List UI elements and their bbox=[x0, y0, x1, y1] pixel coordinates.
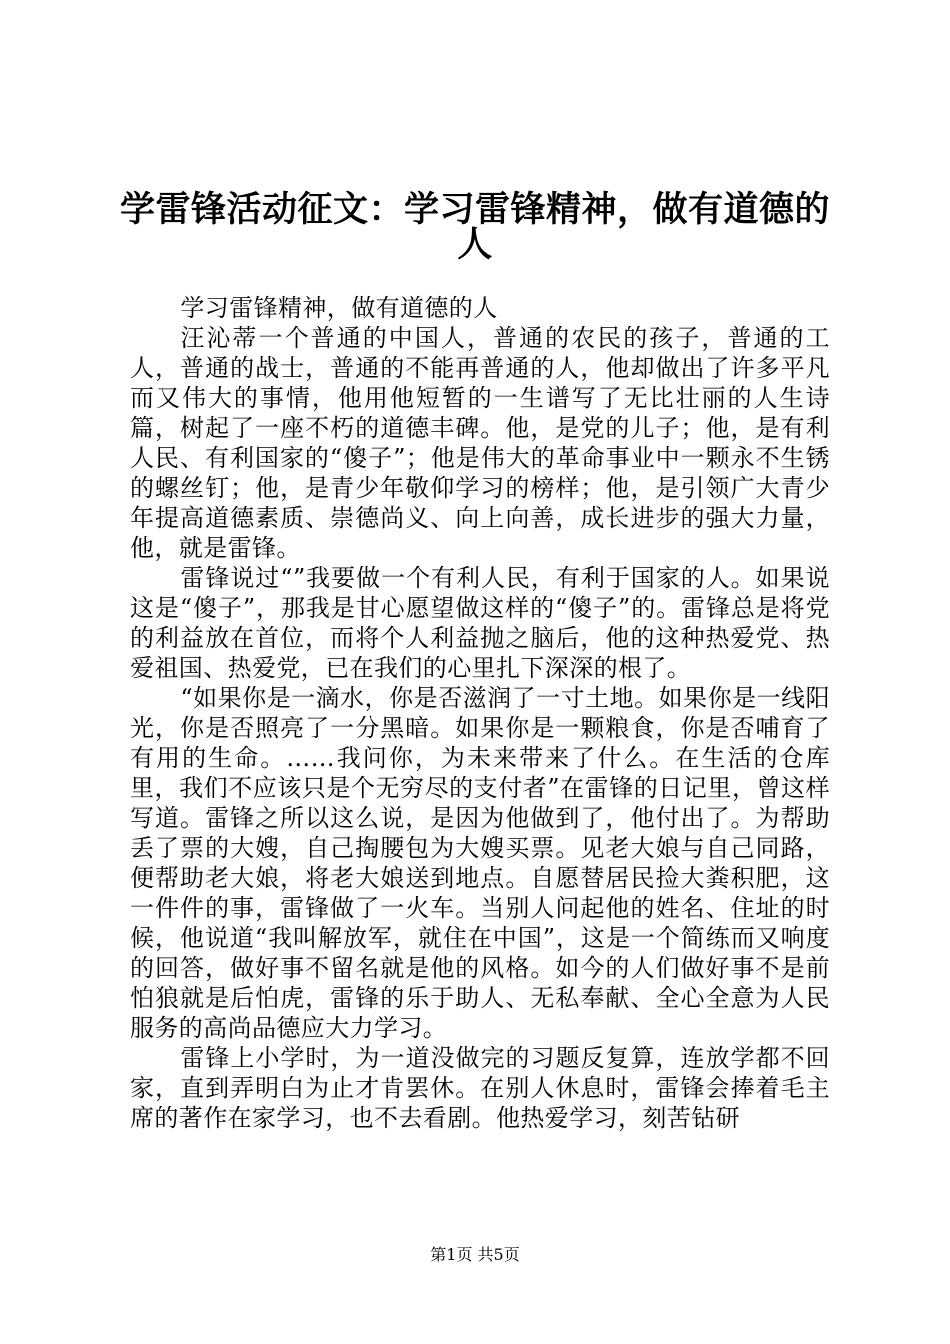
paragraph-1: 汪沁蒂一个普通的中国人，普通的农民的孩子，普通的工人，普通的战士，普通的不能再普通的人，他却做出了许多平凡而又伟大的事情，他用他短暂的一生谱写了无比壮丽的人生诗篇，树起了一座不朽的道德丰碑。他，是党的儿子；他，是有利人民、有利国家的“傻子”；他是伟大的革命事业中一颗永不生锈的螺丝钉；他，是青少年敬仰学习的榜样；他，是引领广大青少年提高道德素质、崇德尚义、向上向善，成长进步的强大力量，他，就是雷锋。 bbox=[130, 324, 830, 562]
document-title-line-1: 学雷锋活动征文：学习雷锋精神，做有道德的 bbox=[119, 190, 830, 230]
paragraph-3: “如果你是一滴水，你是否滋润了一寸土地。如果你是一线阳光，你是否照亮了一分黑暗。如果你是一颗粮食，你是否哺育了有用的生命。……我问你，为未来带来了什么。在生活的仓库里，我们不应该只是个无穷尽的支付者”在雷锋的日记里，曾这样写道。雷锋之所以这么说，是因为他做到了，他付出了。为帮助丢了票的大嫂，自己掏腰包为大嫂买票。见老大娘与自己同路，便帮助老大娘，将老大娘送到地点。自愿替居民捡大粪积肥，这一件件的事，雷锋做了一火车。当别人问起他的姓名、住址的时候，他说道“我叫解放军，就住在中国”，这是一个简练而又响度的回答，做好事不留名就是他的风格。如今的人们做好事不是前怕狼就是后怕虎，雷锋的乐于助人、无私奉献、全心全意为人民服务的高尚品德应大力学习。 bbox=[130, 684, 830, 1042]
paragraph-4: 雷锋上小学时，为一道没做完的习题反复算，连放学都不回家，直到弄明白为止才肯罢休。在别人休息时，雷锋会捧着毛主席的著作在家学习，也不去看剧。他热爱学习，刻苦钻研 bbox=[130, 1044, 830, 1132]
document-title-line-2: 人 bbox=[457, 225, 493, 265]
paragraph-subtitle: 学习雷锋精神，做有道德的人 bbox=[180, 294, 498, 322]
document-body bbox=[130, 293, 830, 1133]
paragraph-2: 雷锋说过“”我要做一个有利人民，有利于国家的人。如果说这是“傻子”，那我是甘心愿望做这样的“傻子”的。雷锋总是将党的利益放在首位，而将个人利益抛之脑后，他的这种热爱党、热爱祖国、热爱党，已在我们的心里扎下深深的根了。 bbox=[130, 564, 830, 682]
page-number-footer: 第1页 共5页 bbox=[430, 1245, 520, 1264]
